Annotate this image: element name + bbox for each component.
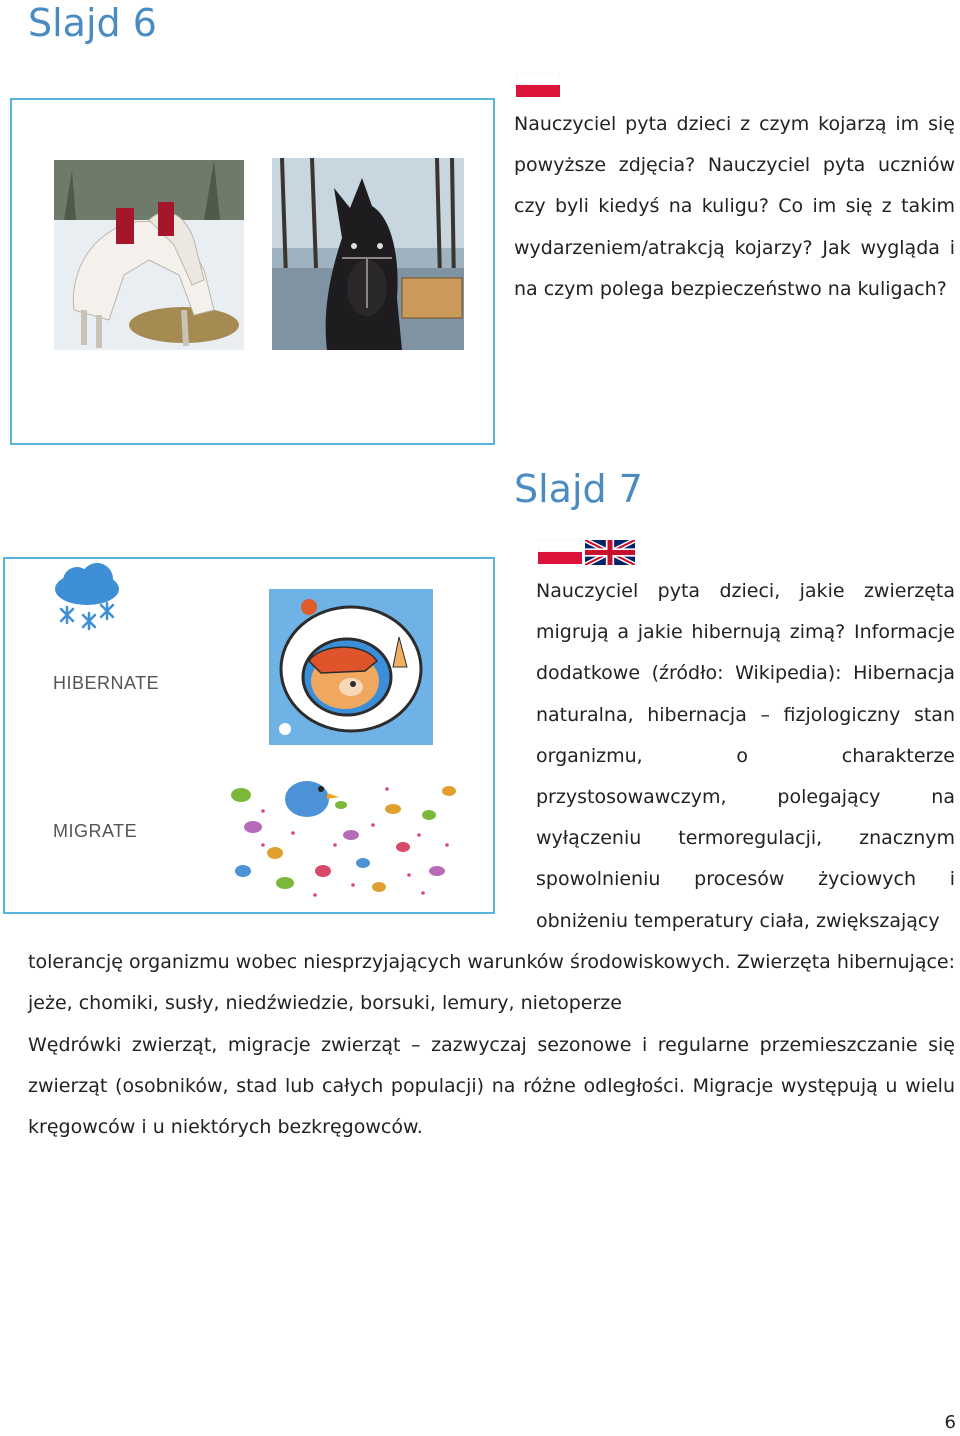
migrating-birds-illustration	[223, 775, 459, 903]
white-horses-photo	[54, 160, 244, 350]
hibernate-label: HIBERNATE	[53, 673, 160, 693]
slide-7-text-continued: tolerancję organizmu wobec niesprzyjających warunków środowiskowych. Zwierzęta hibernujące: jeże, chomiki, susły, niedźwiedzie, borsuki, lemury, nietoperze	[28, 951, 955, 1015]
poland-flag-icon	[538, 540, 582, 564]
poland-flag-icon	[516, 73, 560, 97]
slide-6-text: Nauczyciel pyta dzieci z czym kojarzą im się powyższe zdjęcia? Nauczyciel pyta uczniów czy byli kiedyś na kuligu? Co im się z takim wydarzeniem/atrakcją kojarzy? Jak wygląda i na czym polega bezpieczeństwo na kuligach?	[514, 113, 955, 300]
hibernating-bear-illustration	[269, 589, 433, 745]
migrate-label: MIGRATE	[53, 821, 138, 841]
slide-6-image-frame	[10, 98, 495, 445]
slide-7-image-frame	[3, 557, 495, 914]
slide-6-title: Slajd 6	[28, 1, 157, 45]
black-horse-photo	[272, 158, 464, 350]
page-number: 6	[944, 1412, 956, 1433]
slide-7-text: Nauczyciel pyta dzieci, jakie zwierzęta migrują a jakie hibernują zimą? Informacje dodatkowe (źródło: Wikipedia): Hibernacja naturalna, hibernacja – fizjologiczny stan organizmu, o charakterze przystosowawczym, polegający na wyłączeniu termoregulacji, znacznym spowolnieniu procesów życiowych i obniżeniu temperatury ciała, zwiększający	[536, 580, 955, 932]
snow-cloud-icon	[47, 563, 127, 635]
slide-7-title: Slajd 7	[514, 467, 643, 511]
uk-flag-icon	[585, 540, 635, 565]
migration-paragraph: Wędrówki zwierząt, migracje zwierząt – zazwyczaj sezonowe i regularne przemieszczanie się zwierząt (osobników, stad lub całych populacji) na różne odległości. Migracje występują u wielu kręgowców i u niektórych bezkręgowców.	[28, 1034, 955, 1139]
